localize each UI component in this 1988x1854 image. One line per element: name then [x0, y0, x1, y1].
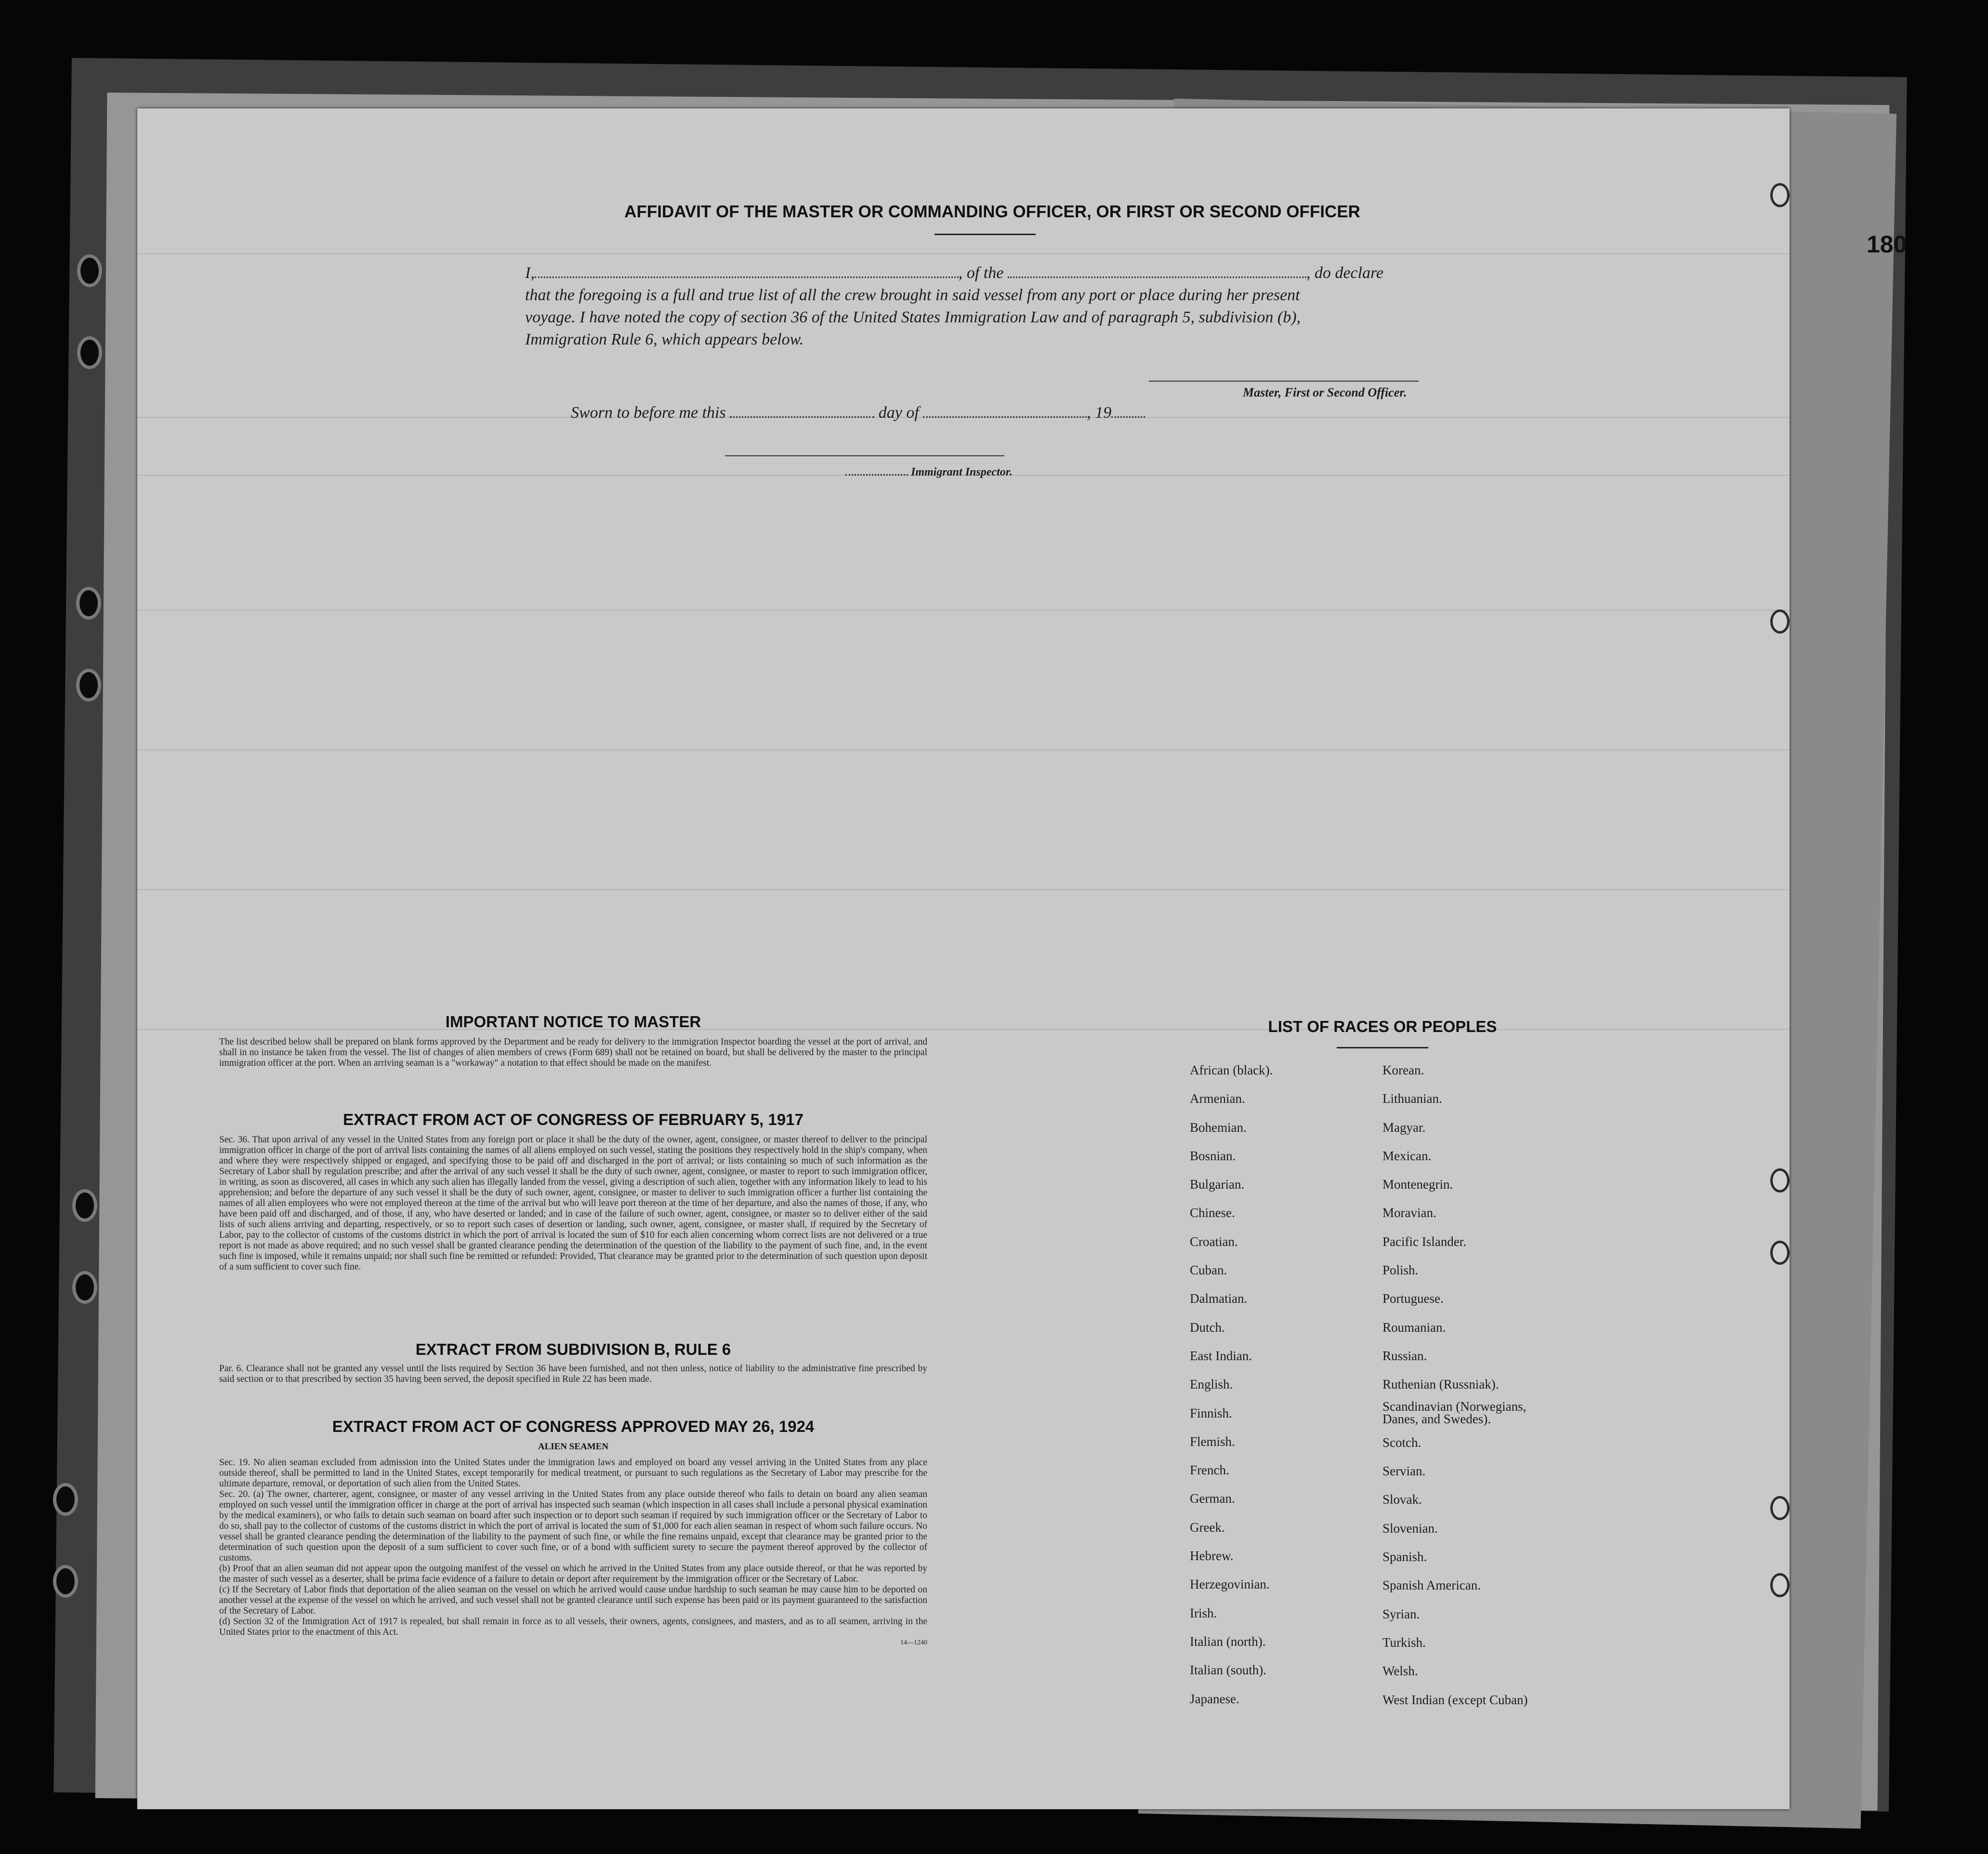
race-item: Dutch.: [1190, 1320, 1225, 1335]
sec20a-text: Sec. 20. (a) The owner, charterer, agent, consignee, or master of any vessel arriving in the United States from any place outside thereof who fails to detain on board any alien seaman employed on such vessel until the immigration officer in charge at the port of arrival has inspected such seaman (which inspection in all cases shall include a personal physical examination by the medical examiners), or who fails to detain such seaman on board after such inspection or to deport such seaman if required by such immigration officer or the Secretary of Labor to do so, shall pay to the collector of customs of the customs district in which the port of arrival is located the sum of $1,000 for each alien seaman in respect of whom such failure occurs. No vessel shall be granted clearance pending the determination of the liability to the payment of such fine, or while the fine remains unpaid, except that clearance may be granted prior to the determination of such question upon the deposit of a sum sufficient to cover such fine, or of a bond with sufficient surety to secure the payment thereof approved by the collector of customs.: [219, 1489, 927, 1563]
sworn-line: Sworn to before me this day of , 19: [571, 404, 1145, 422]
page-hole-icon: [1770, 1496, 1790, 1520]
binder-hole-icon: [76, 587, 101, 620]
race-item: Italian (north).: [1190, 1634, 1266, 1649]
affidavit-line-4: Immigration Rule 6, which appears below.: [525, 331, 804, 348]
race-item: Spanish.: [1382, 1549, 1427, 1564]
page-hole-icon: [1770, 609, 1790, 634]
signature-caption: Master, First or Second Officer.: [1243, 385, 1407, 399]
race-item: Welsh.: [1382, 1664, 1418, 1679]
race-item: Bulgarian.: [1190, 1177, 1245, 1192]
race-item: African (black).: [1190, 1063, 1273, 1077]
inspector-signature-line: [725, 455, 1004, 456]
race-item: Syrian.: [1382, 1606, 1420, 1621]
race-item: East Indian.: [1190, 1348, 1252, 1363]
page-hole-icon: [1770, 1168, 1790, 1192]
affidavit-title: AFFIDAVIT OF THE MASTER OR COMMANDING OFFICER, OR FIRST OR SECOND OFFICER: [624, 202, 1360, 221]
race-item: Dalmatian.: [1190, 1291, 1248, 1306]
race-item: Slovenian.: [1382, 1521, 1438, 1536]
race-item: Bohemian.: [1190, 1120, 1247, 1135]
races-list-left: [1190, 1056, 1273, 1713]
race-item: Bosnian.: [1190, 1148, 1236, 1163]
race-item: Irish.: [1190, 1605, 1217, 1620]
page-number: 180: [1867, 231, 1907, 258]
race-item: Mexican.: [1382, 1148, 1432, 1163]
race-item: Chinese.: [1190, 1205, 1235, 1220]
binder-hole-icon: [77, 254, 102, 287]
race-item: Montenegrin.: [1382, 1177, 1453, 1192]
race-item: Portuguese.: [1382, 1291, 1444, 1306]
race-item: Servian.: [1382, 1464, 1426, 1479]
races-title-rule: [1337, 1047, 1428, 1048]
races-title: LIST OF RACES OR PEOPLES: [1268, 1018, 1497, 1035]
inspector-caption: Immigrant Inspector.: [845, 466, 1013, 479]
affidavit-line-1: I, , of the , do declare: [525, 264, 1384, 282]
race-item: English.: [1190, 1377, 1233, 1392]
race-item: Armenian.: [1190, 1091, 1245, 1106]
race-item: Spanish American.: [1382, 1578, 1481, 1593]
extract-1924-title: EXTRACT FROM ACT OF CONGRESS APPROVED MAY 26, 1924: [332, 1417, 815, 1435]
binder-hole-icon: [76, 669, 101, 702]
binder-hole-icon: [72, 1189, 97, 1222]
sec20c-text: (c) If the Secretary of Labor finds that deportation of the alien seaman on the vessel on which he arrived would cause undue hardship to such seaman he may cause him to be deported on another vessel at the expense of the vessel on which he arrived, and such vessel shall not be granted clearance until such expense has been paid or its payment guaranteed to the satisfaction of the Secretary of Labor.: [219, 1585, 927, 1616]
race-item: Italian (south).: [1190, 1663, 1266, 1678]
races-list-right: [1382, 1056, 1561, 1714]
race-item: Scandinavian (Norwegians, Danes, and Swedes).: [1382, 1399, 1527, 1426]
sec20d-text: (d) Section 32 of the Immigration Act of 1917 is repealed, but shall remain in force as to all vessels, their owners, agents, consignees, and masters, and as to all seamen, arriving in the United States prior to the enactment of this Act.: [219, 1616, 927, 1637]
race-item: Turkish.: [1382, 1635, 1426, 1650]
race-item: West Indian (except Cuban): [1382, 1692, 1528, 1707]
extract-rule6-title: EXTRACT FROM SUBDIVISION B, RULE 6: [415, 1340, 731, 1358]
race-item: Greek.: [1190, 1520, 1225, 1535]
race-item: Finnish.: [1190, 1405, 1232, 1420]
extract-1924-subtitle: ALIEN SEAMEN: [538, 1442, 609, 1452]
race-item: Pacific Islander.: [1382, 1234, 1466, 1249]
affidavit-line-3: voyage. I have noted the copy of section 36 of the United States Immigration Law and of paragraph 5, subdivision (b),: [525, 308, 1301, 326]
race-item: Flemish.: [1190, 1434, 1235, 1449]
extract-1917-text: Sec. 36. That upon arrival of any vessel in the United States from any foreign port or place it shall be the duty of the owner, agent, consignee, or master thereof to deliver to the principal immigration officer in charge of the port of arrival lists containing the names of all aliens employed on such vessel, stating the positions they respectively hold in the ship's company, when and where they were respectively shipped or engaged, and specifying those to be paid off and discharged in the port of arrival; or lists containing so much of such information as the Secretary of Labor shall by regulation prescribe; and after the arrival of any such vessel it shall be the duty of such owner, agent, consignee, or master to report to such immigration officer, in writing, as soon as discovered, all cases in which any such alien has illegally landed from the vessel, giving a description of such alien, together with any information likely to lead to his apprehension; and before the departure of any such vessel it shall be the duty of such owner, agent, consignee, or master to deliver to such immigration officer a further list containing the names of all alien employees who were not employed thereon at the time of the arrival but who will leave port thereon at the time of her departure, and also the names of those, if any, who have been paid off and discharged, and of those, if any, who have deserted or landed; and in case of the failure of such owner, agent, consignee, or master so to deliver either of the said lists of such aliens arriving and departing, respectively, or so to report such cases of desertion or landing, such owner, agent, consignee, or master shall, if required by the Secretary of Labor, pay to the collector of customs of the customs district in which the port of arrival is located the sum of $10 for each alien concerning whom correct lists are not delivered or a true report is not made as above required; and no such vessel shall be granted clearance pending the determination of the question of the liability to the payment of such fine, and, in the event such fine is imposed, while it remains unpaid; nor shall such fine be remitted or refunded: Provided, That clearance may be granted prior to the determination of such question upon deposit of a sum sufficient to cover such fine.: [219, 1135, 927, 1272]
page-hole-icon: [1770, 183, 1790, 207]
race-item: French.: [1190, 1463, 1229, 1478]
race-item: German.: [1190, 1491, 1235, 1506]
notice-text: The list described below shall be prepared on blank forms approved by the Department and be ready for delivery to the immigration Inspector boarding the vessel at the port of arrival, and shall in no instance be taken from the vessel. The list of changes of alien members of crews (Form 689) shall not be retained on board, but shall be delivered by the master to the principal immigration officer at the port. When an arriving seaman is a "workaway" a notation to that effect should be made on the manifest.: [219, 1037, 927, 1068]
race-item: Ruthenian (Russniak).: [1382, 1377, 1499, 1392]
extract-1924-sections: [219, 1457, 927, 1648]
race-item: Japanese.: [1190, 1691, 1239, 1706]
signature-line: [1149, 381, 1419, 382]
binder-hole-icon: [77, 336, 102, 369]
race-item: Russian.: [1382, 1348, 1427, 1363]
race-item: Slovak.: [1382, 1492, 1422, 1507]
race-item: Cuban.: [1190, 1263, 1227, 1278]
affidavit-line-2: that the foregoing is a full and true list of all the crew brought in said vessel from any port or place during her present: [525, 286, 1300, 304]
race-item: Hebrew.: [1190, 1549, 1234, 1563]
form-code: 14—1240: [900, 1639, 927, 1646]
page-hole-icon: [1770, 1573, 1790, 1597]
race-item: Polish.: [1382, 1263, 1419, 1278]
race-item: Moravian.: [1382, 1205, 1436, 1220]
sec19-text: Sec. 19. No alien seaman excluded from admission into the United States under the immigration laws and employed on board any vessel arriving in the United States from any place outside thereof, shall be permitted to land in the United States, except temporarily for medical treatment, or pursuant to such regulations as the Secretary of Labor may prescribe for the ultimate departure, removal, or deportation of such alien from the United States.: [219, 1457, 927, 1489]
binder-hole-icon: [53, 1483, 78, 1516]
binder-hole-icon: [53, 1565, 78, 1598]
race-item: Magyar.: [1382, 1120, 1426, 1135]
race-item: Korean.: [1382, 1063, 1424, 1077]
extract-rule6-text: Par. 6. Clearance shall not be granted any vessel until the lists required by Section 36 have been furnished, and not then unless, notice of liability to the administrative fine prescribed by said section or to that prescribed by section 35 having been served, the deposit specified in Rule 22 has been made.: [219, 1364, 927, 1384]
binder-hole-icon: [72, 1271, 97, 1304]
race-item: Lithuanian.: [1382, 1091, 1442, 1106]
title-rule: [935, 234, 1036, 235]
extract-1917-title: EXTRACT FROM ACT OF CONGRESS OF FEBRUARY 5, 1917: [343, 1111, 803, 1128]
page-hole-icon: [1770, 1241, 1790, 1265]
race-item: Roumanian.: [1382, 1320, 1446, 1335]
race-item: Croatian.: [1190, 1234, 1238, 1249]
sec20b-text: (b) Proof that an alien seaman did not appear upon the outgoing manifest of the vessel on which he arrived in the United States from any place outside thereof, or that he was reported by the master of such vessel as a deserter, shall be prima facie evidence of a failure to detain or deport after requirement by the immigration officer or the Secretary of Labor.: [219, 1563, 927, 1584]
notice-title: IMPORTANT NOTICE TO MASTER: [445, 1013, 701, 1031]
race-item: Herzegovinian.: [1190, 1577, 1270, 1592]
race-item: Scotch.: [1382, 1435, 1422, 1450]
